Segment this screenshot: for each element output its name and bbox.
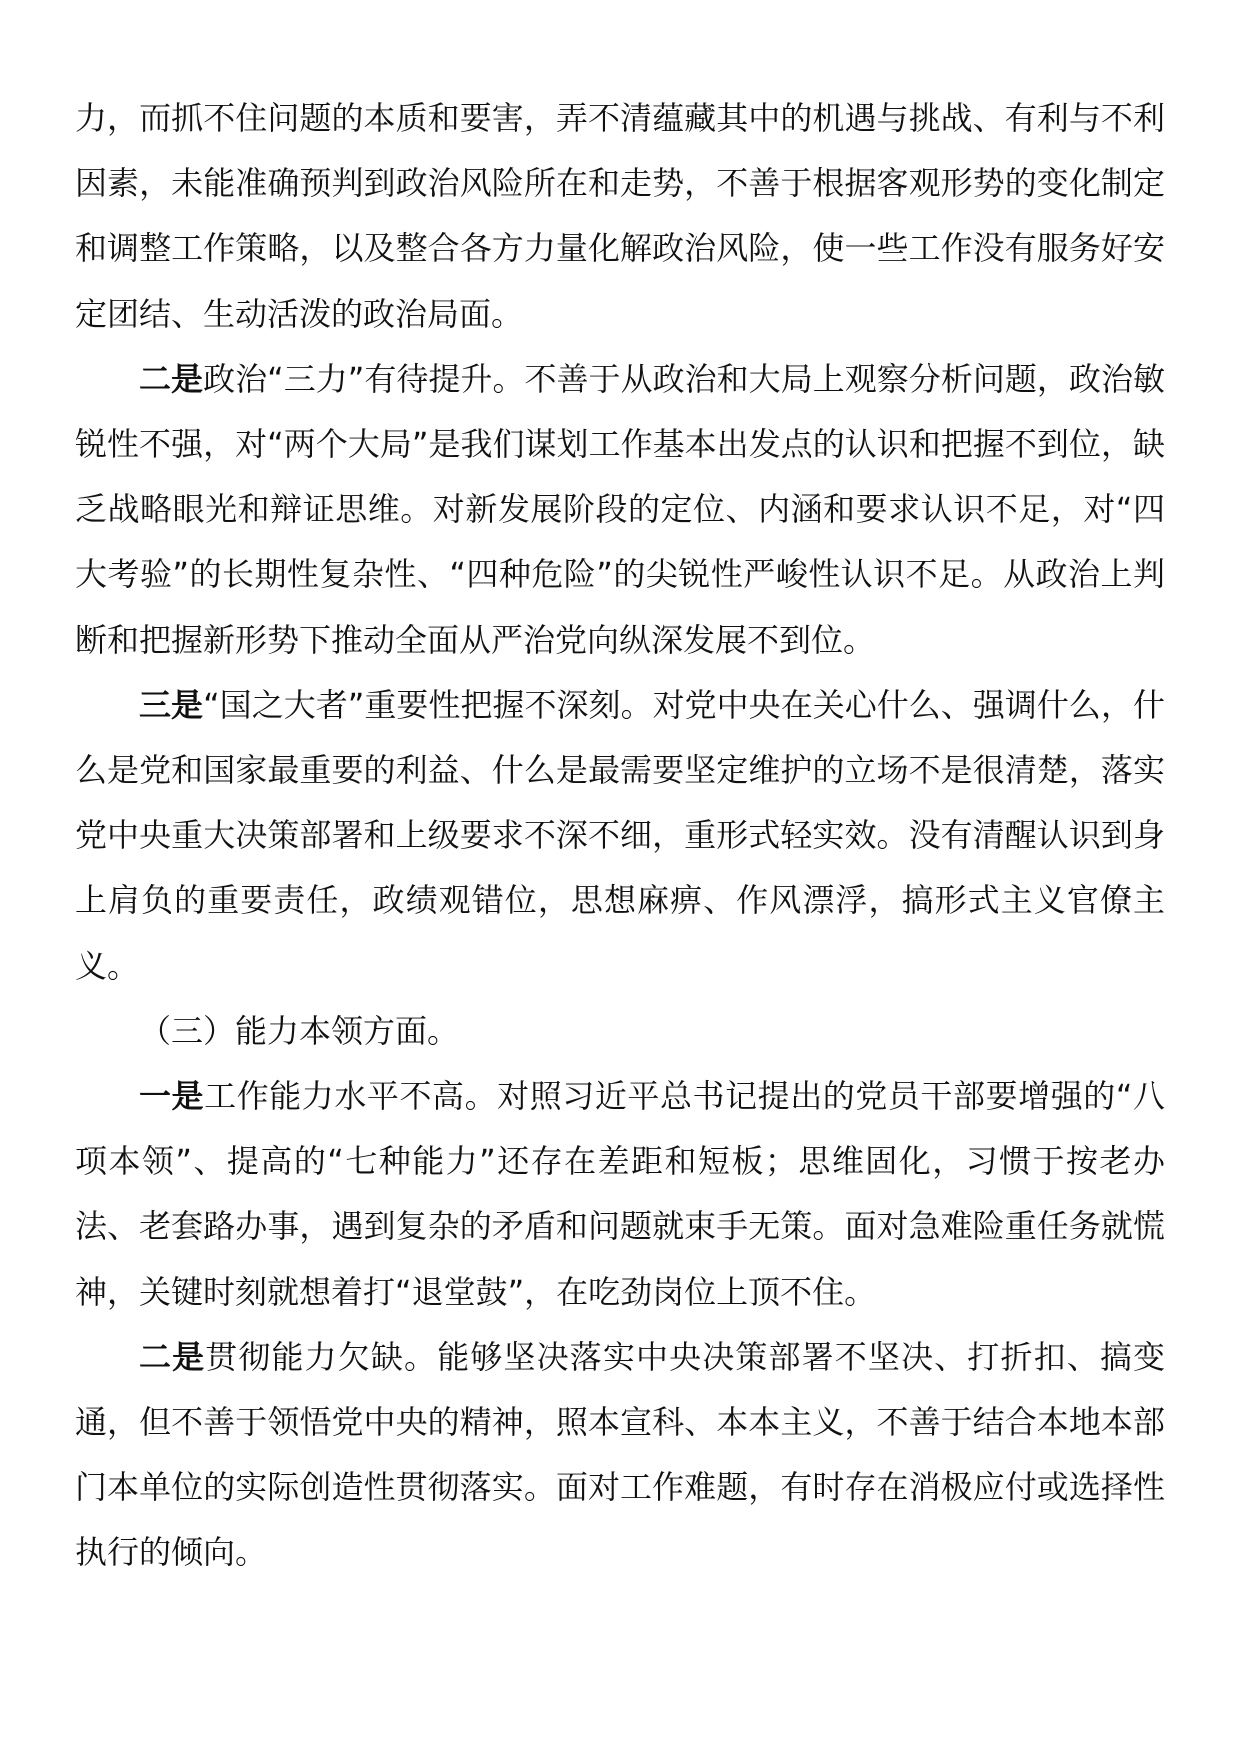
paragraph-lead: 三是: [139, 685, 204, 724]
paragraph-text: 政治“三力”有待提升。不善于从政治和大局上观察分析问题，政治敏锐性不强，对“两个大局”是我们谋划工作基本出发点的认识和把握不到位，缺乏战略眼光和辩证思维。对新发展阶段的定位、内涵和要求认识不足，对“四大考验”的长期性复杂性、“四种危险”的尖锐性严峻性认识不足。从政治上判断和把握新形势下推动全面从严治党向纵深发展不到位。: [75, 359, 1165, 659]
paragraph-political-three-abilities: [75, 347, 1165, 673]
paragraph-text: 力，而抓不住问题的本质和要害，弄不清蕴藏其中的机遇与挑战、有利与不利因素，未能准确预判到政治风险所在和走势，不善于根据客观形势的变化制定和调整工作策略，以及整合各方力量化解政治风险，使一些工作没有服务好安定团结、生动活泼的政治局面。: [75, 99, 1165, 333]
document-body: [75, 86, 1165, 1586]
paragraph-lead: 一是: [139, 1077, 205, 1116]
paragraph-work-ability: [75, 1064, 1165, 1325]
paragraph-text: “国之大者”重要性把握不深刻。对党中央在关心什么、强调什么，什么是党和国家最重要的利益、什么是最需要坚定维护的立场不是很清楚，落实党中央重大决策部署和上级要求不深不细，重形式轻实效。没有清醒认识到身上肩负的重要责任，政绩观错位，思想麻痹、作风漂浮，搞形式主义官僚主义。: [75, 685, 1165, 985]
section-heading-text: （三）能力本领方面。: [139, 1011, 460, 1050]
paragraph-guo-zhi-da-zhe: [75, 673, 1165, 999]
paragraph-implementation-ability: [75, 1325, 1165, 1586]
paragraph-text: 贯彻能力欠缺。能够坚决落实中央决策部署不坚决、打折扣、搞变通，但不善于领悟党中央的精神，照本宣科、本本主义，不善于结合本地本部门本单位的实际创造性贯彻落实。面对工作难题，有时存在消极应付或选择性执行的倾向。: [75, 1337, 1165, 1572]
paragraph-lead: 二是: [139, 1337, 206, 1376]
paragraph-text: 工作能力水平不高。对照习近平总书记提出的党员干部要增强的“八项本领”、提高的“七种能力”还存在差距和短板；思维固化，习惯于按老办法、老套路办事，遇到复杂的矛盾和问题就束手无策。面对急难险重任务就慌神，关键时刻就想着打“退堂鼓”，在吃劲岗位上顶不住。: [75, 1077, 1165, 1311]
section-heading-ability: [75, 999, 1165, 1064]
paragraph-lead: 二是: [139, 359, 204, 398]
paragraph-continuation: [75, 86, 1165, 347]
